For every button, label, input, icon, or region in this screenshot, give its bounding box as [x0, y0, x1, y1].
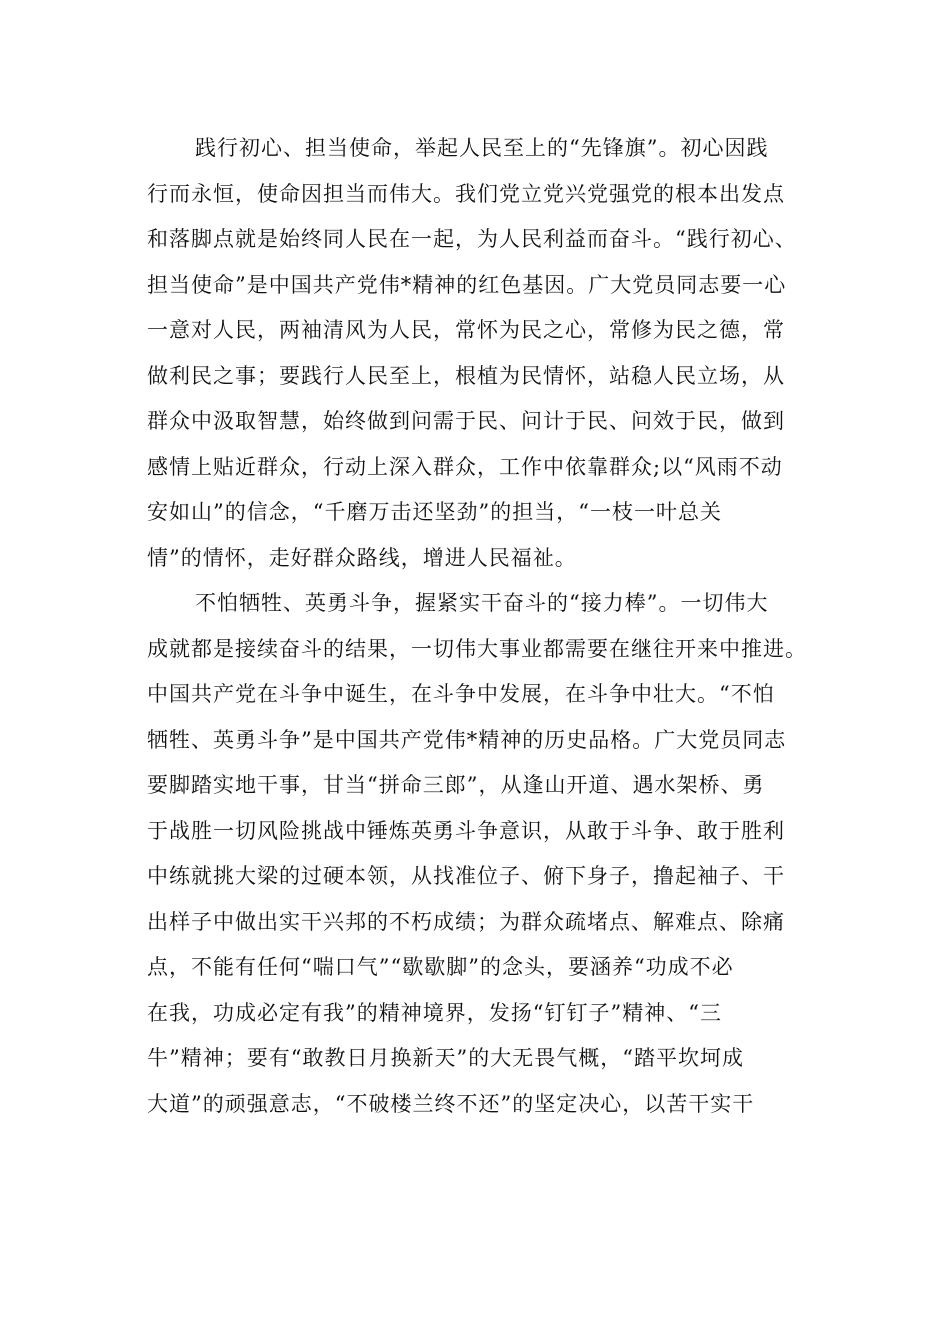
paragraph-2 — [147, 581, 807, 1127]
paragraph-line: 安如山”的信念，“千磨万击还坚劲”的担当，“一枝一叶总关 — [147, 500, 722, 524]
paragraph-line: 行而永恒，使命因担当而伟大。我们党立党兴党强党的根本出发点 — [147, 181, 785, 206]
paragraph-line: 感情上贴近群众，行动上深入群众，工作中依靠群众;以“风雨不动 — [147, 454, 783, 479]
paragraph-line: 出样子中做出实干兴邦的不朽成绩；为群众疏堵点、解难点、除痛 — [147, 909, 785, 934]
paragraph-line: 和落脚点就是始终同人民在一起，为人民利益而奋斗。“践行初心、 — [147, 227, 797, 251]
paragraph-line: 做利民之事；要践行人民至上，根植为民情怀，站稳人民立场，从 — [147, 363, 785, 388]
paragraph-line: 担当使命”是中国共产党伟*精神的红色基因。广大党员同志要一心 — [147, 272, 787, 297]
paragraph-line: 一意对人民，两袖清风为人民，常怀为民之心，常修为民之德，常 — [147, 318, 785, 342]
paragraph-line: 牛”精神；要有“敢教日月换新天”的大无畏气概，“踏平坎坷成 — [147, 1046, 744, 1070]
paragraph-line: 中练就挑大梁的过硬本领，从找准位子、俯下身子，撸起袖子、干 — [147, 864, 785, 888]
paragraph-line: 中国共产党在斗争中诞生，在斗争中发展，在斗争中壮大。“不怕 — [147, 682, 775, 706]
paragraph-line: 点，不能有任何“喘口气”“歇歇脚”的念头，要涵养“功成不必 — [147, 955, 734, 979]
paragraph-line: 大道”的顽强意志，“不破楼兰终不还”的坚定决心，以苦干实干 — [147, 1091, 755, 1116]
paragraph-line: 牺牲、英勇斗争”是中国共产党伟*精神的历史品格。广大党员同志 — [147, 727, 787, 752]
paragraph-line: 践行初心、担当使命，举起人民至上的“先锋旗”。初心因践 — [195, 136, 769, 160]
paragraph-line: 群众中汲取智慧，始终做到问需于民、问计于民、问效于民，做到 — [147, 409, 785, 433]
paragraph-line: 成就都是接续奋斗的结果，一切伟大事业都需要在继往开来中推进。 — [147, 636, 807, 661]
paragraph-line: 在我，功成必定有我”的精神境界，发扬“钉钉子”精神、“三 — [147, 1000, 722, 1025]
document-body — [147, 126, 807, 1127]
paragraph-1 — [147, 126, 807, 581]
paragraph-line: 要脚踏实地干事，甘当“拼命三郎”，从逢山开道、遇水架桥、勇 — [147, 773, 765, 797]
paragraph-line: 情”的情怀，走好群众路线，增进人民福祉。 — [147, 545, 577, 570]
paragraph-line: 于战胜一切风险挑战中锤炼英勇斗争意识，从敢于斗争、敢于胜利 — [147, 818, 785, 843]
paragraph-line: 不怕牺牲、英勇斗争，握紧实干奋斗的“接力棒”。一切伟大 — [195, 591, 769, 615]
